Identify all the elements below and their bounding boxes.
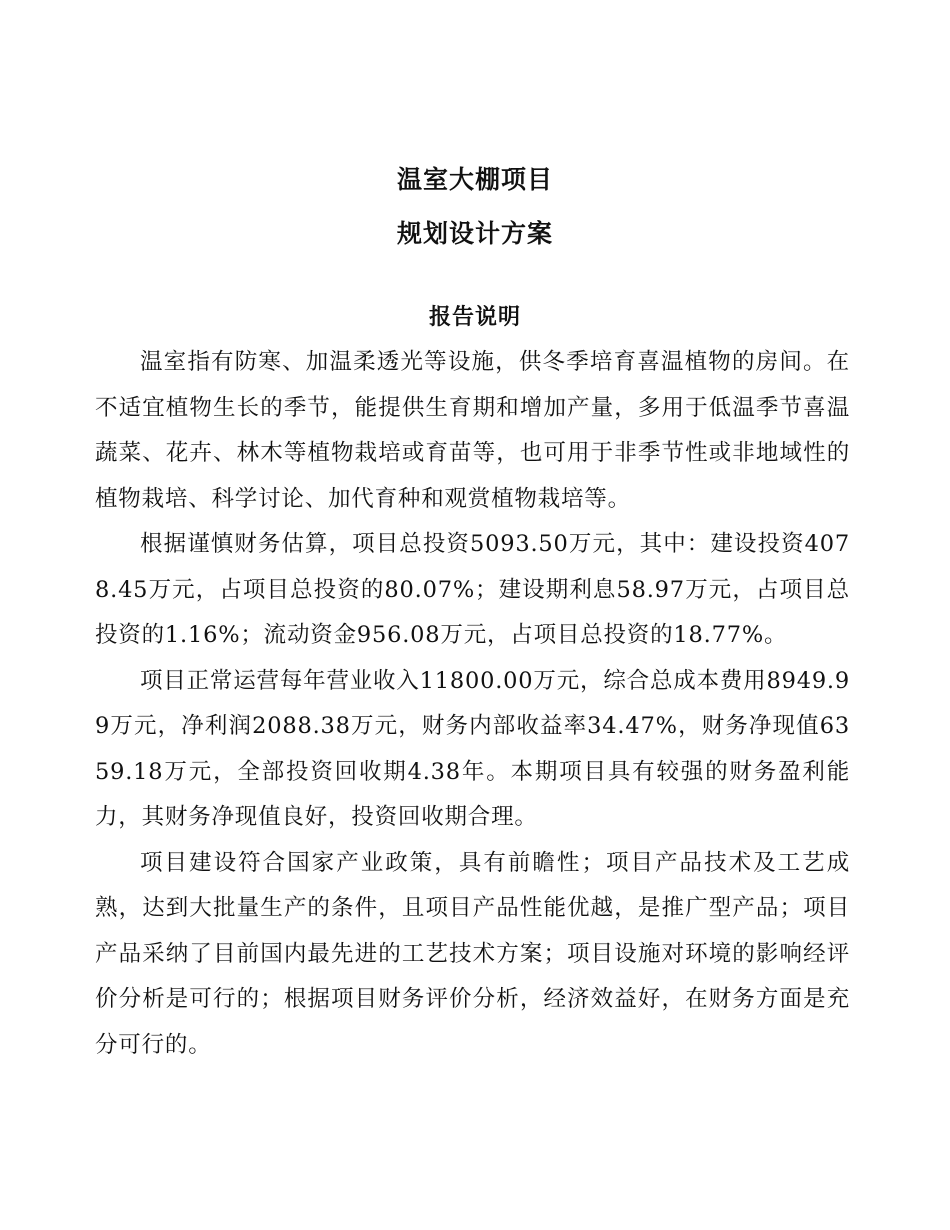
section-heading: 报告说明 [428, 305, 521, 330]
document-title-line1: 温室大棚项目 [396, 165, 553, 194]
paragraph-investment: 根据谨慎财务估算，项目总投资5093.50万元，其中：建设投资4078.45万元，占项目总投资的80.07%；建设期利息58.97万元，占项目总投资的1.16%；流动资金956.08万元，占项目总投资的18.77%。 [95, 531, 850, 648]
report-body [95, 340, 850, 1068]
paragraph-intro: 温室指有防寒、加温柔透光等设施，供冬季培育喜温植物的房间。在不适宜植物生长的季节，能提供生育期和增加产量，多用于低温季节喜温蔬菜、花卉、林木等植物栽培或育苗等，也可用于非季节性或非地域性的植物栽培、科学讨论、加代育种和观赏植物栽培等。 [95, 349, 850, 512]
document-title-line2: 规划设计方案 [396, 219, 553, 248]
paragraph-conclusion: 项目建设符合国家产业政策，具有前瞻性；项目产品技术及工艺成熟，达到大批量生产的条件，且项目产品性能优越，是推广型产品；项目产品采纳了目前国内最先进的工艺技术方案；项目设施对环境的影响经评价分析是可行的；根据项目财务评价分析，经济效益好，在财务方面是充分可行的。 [95, 849, 850, 1058]
paragraph-revenue: 项目正常运营每年营业收入11800.00万元，综合总成本费用8949.99万元，净利润2088.38万元，财务内部收益率34.47%，财务净现值6359.18万元，全部投资回收期4.38年。本期项目具有较强的财务盈利能力，其财务净现值良好，投资回收期合理。 [95, 667, 850, 830]
